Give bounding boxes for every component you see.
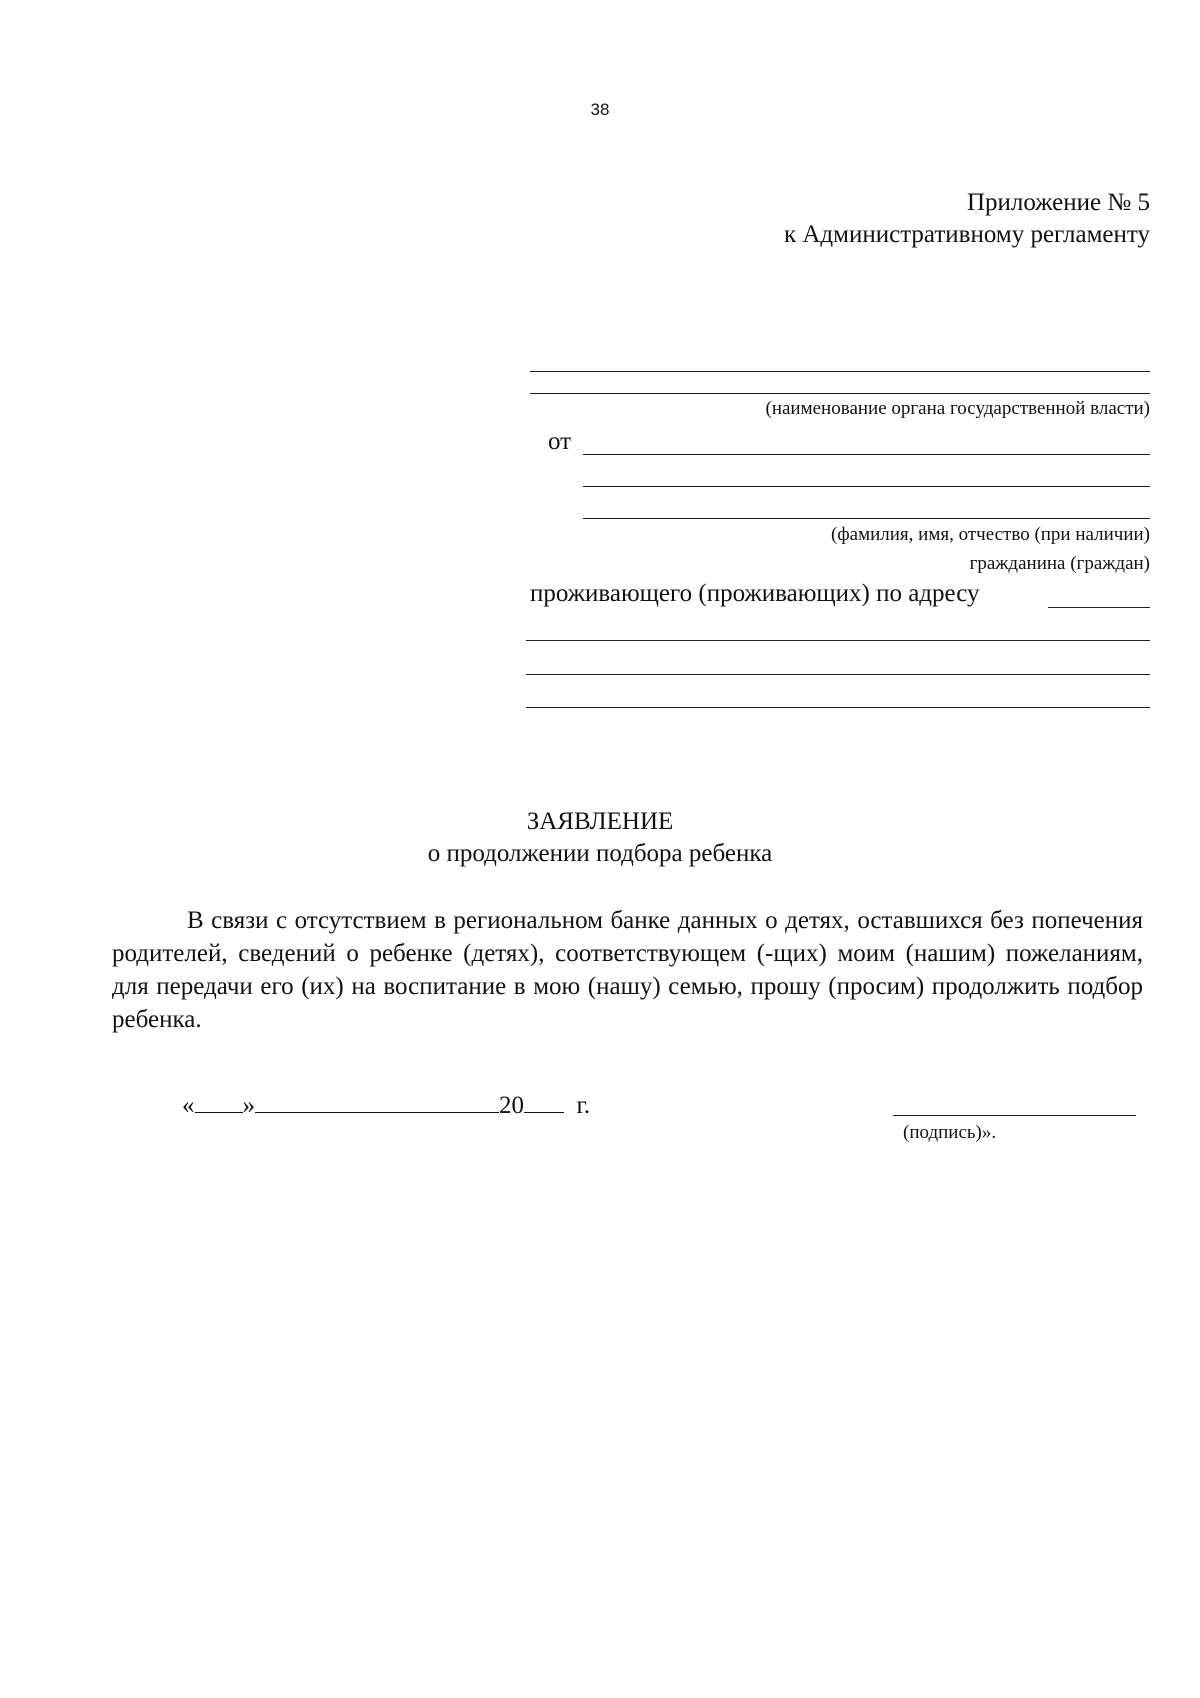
date-row [182, 1090, 590, 1120]
document-title [0, 806, 1200, 870]
signature-line [893, 1115, 1136, 1116]
page-number: 38 [590, 100, 610, 119]
appendix-line-2: к Административному регламенту [783, 221, 1150, 248]
body-paragraph: В связи с отсутствием в региональном банке данных о детях, оставшихся без попечения родителей, сведений о ребенке (детях), соответствующем (-щих) моим (нашим) пожеланиям, для передачи его (их) на воспитание в мою (нашу) семью, прошу (просим) продолжить подбор ребенка. [112, 907, 1143, 1033]
address-line-2 [526, 674, 1150, 675]
year-suffix: г. [576, 1092, 591, 1119]
from-label: от [548, 428, 572, 455]
year-prefix: 20 [499, 1092, 524, 1119]
authority-line-1 [530, 371, 1150, 372]
month-blank [255, 1090, 499, 1113]
name-caption-line-2: гражданина (граждан) [969, 553, 1150, 574]
authority-caption: (наименование органа государственной власти) [765, 398, 1150, 419]
from-line-1 [583, 454, 1150, 455]
signature-caption: (подпись)». [903, 1122, 997, 1143]
address-line-3 [526, 707, 1150, 708]
address-label: проживающего (проживающих) по адресу [530, 580, 980, 607]
from-line-3 [583, 518, 1150, 519]
appendix-line-1: Приложение № 5 [966, 189, 1150, 216]
appendix-heading [450, 187, 1150, 251]
name-caption-line-1: (фамилия, имя, отчество (при наличии) [831, 524, 1150, 545]
title-heading: ЗАЯВЛЕНИЕ [526, 808, 674, 835]
quote-open: « [182, 1092, 195, 1119]
address-line-1 [526, 640, 1150, 641]
title-subheading: о продолжении подбора ребенка [427, 840, 773, 867]
address-line-0 [1048, 607, 1150, 608]
year-blank [524, 1090, 564, 1113]
from-line-2 [583, 486, 1150, 487]
day-blank [195, 1090, 243, 1113]
authority-line-2 [530, 393, 1150, 394]
quote-close: » [242, 1092, 255, 1119]
